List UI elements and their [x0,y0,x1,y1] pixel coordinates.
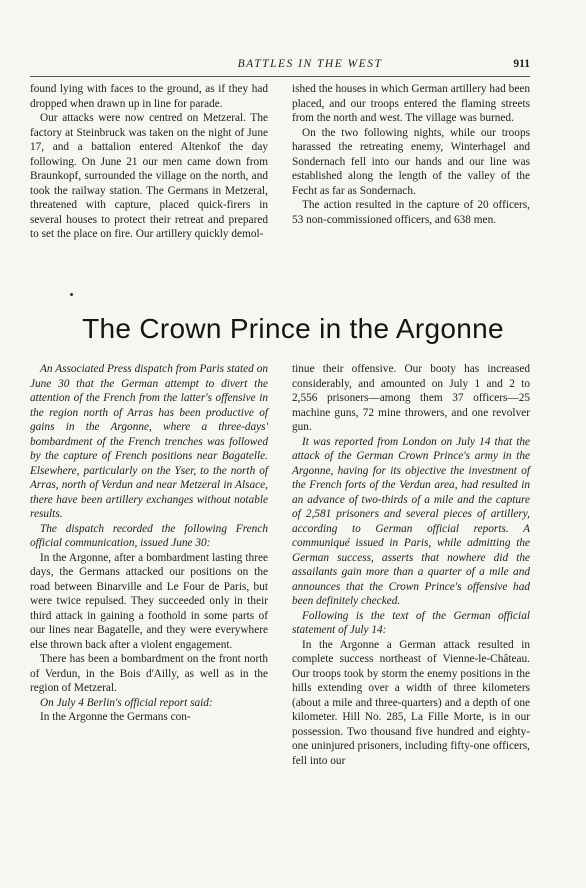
paragraph: On July 4 Berlin's official report said: [40,696,213,709]
bottom-right-column [292,362,530,768]
section-title: The Crown Prince in the Argonne [82,313,504,344]
paragraph: The action resulted in the capture of 20 officers, 53 non-commissioned officers, and 638 men. [292,199,530,226]
running-head [30,58,530,72]
running-title: BATTLES IN THE WEST [237,58,383,70]
paragraph: Following is the text of the German official statement of July 14: [292,609,530,636]
page-number: 911 [513,58,530,70]
paragraph: The dispatch recorded the following French official communication, issued June 30: [30,522,268,549]
top-left-column [30,82,268,242]
top-right-column [292,82,530,227]
paragraph: In the Argonne, after a bombardment lasting three days, the Germans attacked our positions on the road between Binarville and Le Four de Paris, but were twice repulsed. They succeeded only in their third attack in gaining a foothold in some parts of our lines near Bagatelle, and they were everywhere else thrown back after a violent engagement. [30,551,268,651]
paragraph: Our attacks were now centred on Metzeral. The factory at Steinbruck was taken on the night of June 17, and a battalion entered Altenkof the day following. On June 21 our men came down from Braunkopf, surrounded the village on the north, and took the railway station. The Germans in Metzeral, threatened with capture, placed quick-firers in several houses to protect their retreat and prepared to set the place on fire. Our artillery quickly demol- [30,112,268,240]
paragraph: On the two following nights, while our troops harassed the retreating enemy, Winterhagel and Sondernach fell into our hands and our line was established along the length of the valley of the Fecht as far as Sondernach. [292,126,530,197]
paragraph: ished the houses in which German artillery had been placed, and our troops entered the flaming streets from the north and west. The village was burned. [292,83,530,124]
paragraph: It was reported from London on July 14 that the attack of the German Crown Prince's army in the Argonne, having for its objective the investment of the French forts of the Verdun area, had resulted in an advance of two-thirds of a mile and the capture of 2,581 prisoners and several pieces of artillery, according to German official reports. A communiqué issued in Paris, while admitting the German success, asserts that nowhere did the assailants gain more than a quarter of a mile and announces that the Crown Prince's offensive had been definitely checked. [292,435,530,607]
paragraph: found lying with faces to the ground, as if they had dropped when drawn up in line for parade. [30,83,268,110]
paragraph: There has been a bombardment on the front north of Verdun, in the Bois d'Ailly, as well as in the region of Metzeral. [30,653,268,694]
ink-speck [70,293,73,296]
paragraph: tinue their offensive. Our booty has increased considerably, and amounted on July 1 and 2 to 2,556 prisoners—among them 37 officers—25 machine guns, 72 mine throwers, and one revolver gun. [292,363,530,433]
paragraph: In the Argonne a German attack resulted in complete success northeast of Vienne-le-Château. Our troops took by storm the enemy positions in the hills extending over a width of three kilometers (about a mile and three-quarters) and a depth of one kilometer. Hill No. 285, La Fille Morte, is in our possession. Two thousand five hundred and eighty-one uninjured prisoners, including fifty-one officers, fell into our [292,638,530,767]
header-rule [30,76,530,77]
bottom-left-column [30,362,268,725]
paragraph: In the Argonne the Germans con- [40,711,191,723]
paragraph: An Associated Press dispatch from Paris stated on June 30 that the German attempt to divert the attention of the French from the latter's offensive in the region north of Arras has been productive of gains in the Argonne, where a three-days' bombardment of the French trenches was followed by the capture of French positions near Bagatelle. Elsewhere, particularly on the Yser, to the north of Arras, north of Verdun and near Metzeral in Alsace, there have been artillery exchanges without notable results. [30,363,268,520]
